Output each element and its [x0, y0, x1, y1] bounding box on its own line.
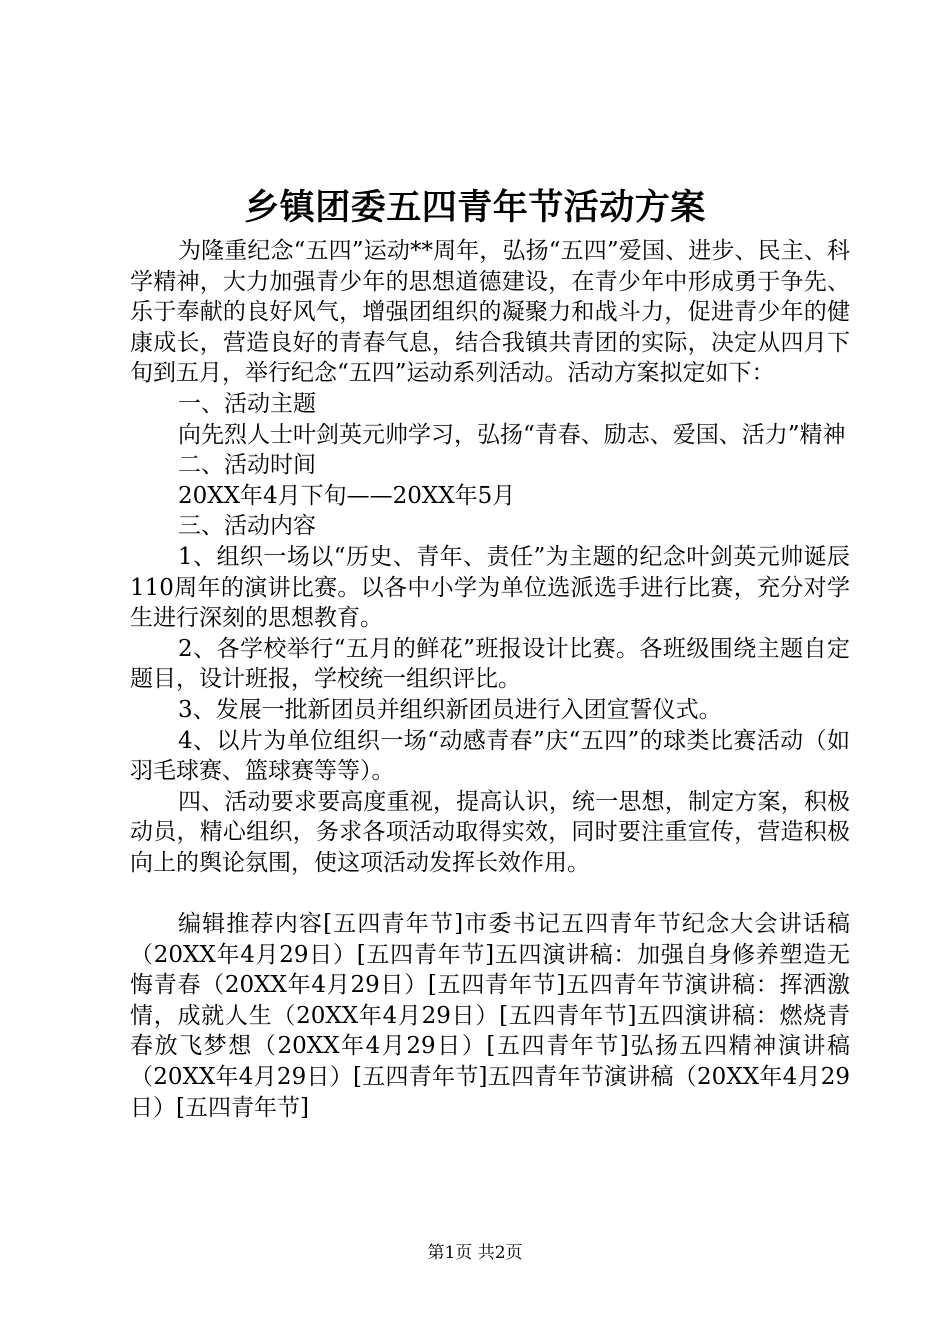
content-item-1: 1、组织一场以“历史、青年、责任”为主题的纪念叶剑英元帅诞辰110周年的演讲比赛。以各中小学为单位选派选手进行比赛，充分对学生进行深刻的思想教育。	[130, 543, 850, 632]
time-paragraph: 20XX年4月下旬——20XX年5月	[178, 482, 516, 509]
content-item-3: 3、发展一批新团员并组织新团员进行入团宣誓仪式。	[178, 696, 722, 723]
recommended-content-paragraph: 编辑推荐内容[五四青年节]市委书记五四青年节纪念大会讲话稿（20XX年4月29日）[五四青年节]五四演讲稿：加强自身修养塑造无悔青春（20XX年4月29日）[五四青年节]五四青年节演讲稿：挥洒激情，成就人生（20XX年4月29日）[五四青年节]五四演讲稿：燃烧青春放飞梦想（20XX年4月29日）[五四青年节]弘扬五四精神演讲稿（20XX年4月29日）[五四青年节]五四青年节演讲稿（20XX年4月29日）[五四青年节]	[130, 911, 850, 1121]
page-footer: 第1页 共2页	[427, 1243, 523, 1263]
document-body	[130, 236, 850, 1123]
intro-paragraph: 为隆重纪念“五四”运动**周年，弘扬“五四”爱国、进步、民主、科学精神，大力加强青少年的思想道德建设，在青少年中形成勇于争先、乐于奉献的良好风气，增强团组织的凝聚力和战斗力，促进青少年的健康成长，营造良好的青春气息，结合我镇共青团的实际，决定从四月下旬到五月，举行纪念“五四”运动系列活动。活动方案拟定如下：	[130, 238, 850, 387]
content-item-2: 2、各学校举行“五月的鲜花”班报设计比赛。各班级围绕主题自定题目，设计班报，学校统一组织评比。	[130, 635, 850, 693]
content-item-4: 4、以片为单位组织一场“动感青春”庆“五四”的球类比赛活动（如羽毛球赛、篮球赛等等）。	[130, 727, 850, 785]
section-heading-time: 二、活动时间	[178, 452, 316, 479]
theme-paragraph: 向先烈人士叶剑英元帅学习，弘扬“青春、励志、爱国、活力”精神	[178, 421, 846, 448]
paragraph-spacer	[130, 878, 850, 909]
section-heading-theme: 一、活动主题	[178, 390, 316, 417]
section-heading-content: 三、活动内容	[178, 513, 316, 540]
requirements-paragraph: 四、活动要求要高度重视，提高认识，统一思想，制定方案，积极动员，精心组织，务求各项活动取得实效，同时要注重宣传，营造积极向上的舆论氛围，使这项活动发挥长效作用。	[130, 788, 850, 876]
document-title: 乡镇团委五四青年节活动方案	[244, 188, 706, 228]
